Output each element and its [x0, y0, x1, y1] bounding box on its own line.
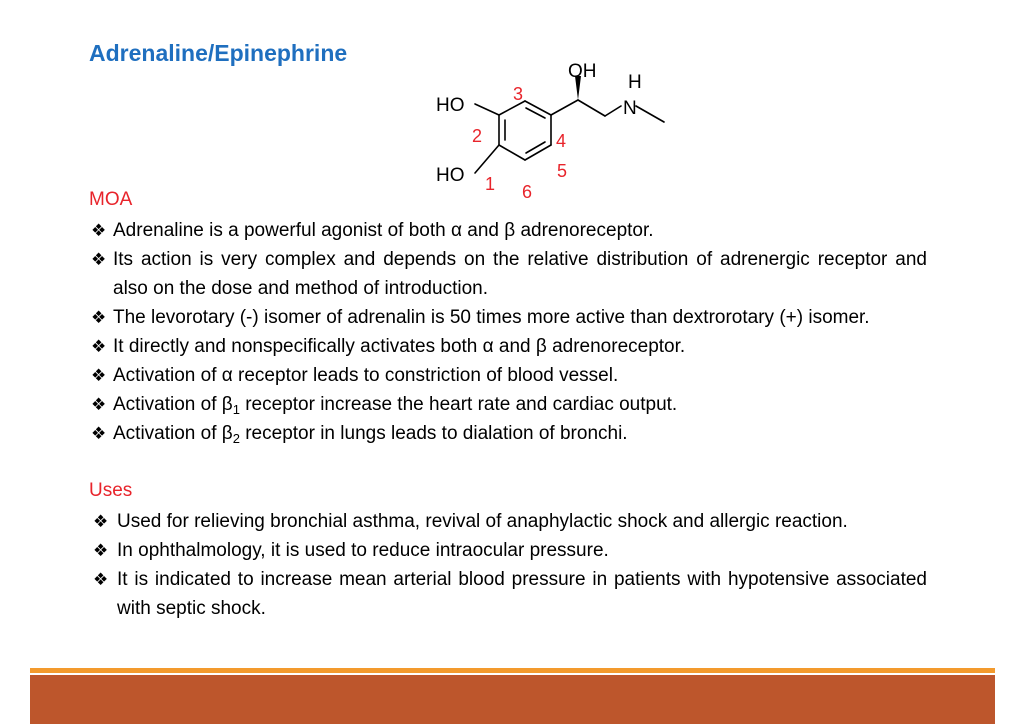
- ring-bond: [525, 101, 551, 115]
- list-item: ❖ Adrenaline is a powerful agonist of both α and β adrenoreceptor.: [89, 216, 927, 245]
- footer-band: [30, 675, 995, 724]
- footer-accent-line: [30, 668, 995, 673]
- list-item: ❖ It directly and nonspecifically activates both α and β adrenoreceptor.: [89, 332, 927, 361]
- list-item: ❖ Activation of α receptor leads to constriction of blood vessel.: [89, 361, 927, 390]
- position-number: 3: [513, 84, 524, 104]
- ring-double-bond: [526, 142, 545, 153]
- position-number: 4: [556, 131, 567, 151]
- subscript: 2: [232, 431, 240, 446]
- ho-lower-label: HO: [436, 165, 465, 186]
- epinephrine-structure-diagram: [428, 56, 688, 206]
- uses-list: [89, 507, 927, 623]
- oh-bond: [475, 145, 499, 173]
- amine-nitrogen-label: N: [623, 98, 637, 119]
- position-number: 6: [522, 182, 533, 202]
- ho-upper-label: HO: [436, 95, 465, 116]
- list-item: ❖ The levorotary (-) isomer of adrenalin is 50 times more active than dextrorotary (+) isomer.: [89, 303, 927, 332]
- moa-list: [89, 216, 927, 448]
- bullet-icon: ❖: [91, 221, 107, 240]
- moa-heading: MOA: [89, 189, 133, 210]
- list-item: ❖ Used for relieving bronchial asthma, revival of anaphylactic shock and allergic reaction.: [89, 507, 927, 536]
- position-number: 5: [557, 161, 568, 181]
- bullet-icon: ❖: [91, 395, 107, 414]
- bullet-icon: ❖: [91, 337, 107, 356]
- position-number: 2: [472, 126, 483, 146]
- ring-bond: [525, 145, 551, 160]
- list-item: ❖ Activation of $\beta_2$ receptor in lungs leads to dialation of bronchi.: [89, 419, 927, 448]
- side-chain-bond: [578, 100, 605, 116]
- bullet-icon: ❖: [91, 250, 107, 269]
- page-title: Adrenaline/Epinephrine: [89, 40, 348, 66]
- bullet-icon: ❖: [91, 366, 107, 385]
- bullet-icon: ❖: [93, 570, 109, 589]
- ring-bond: [499, 145, 525, 160]
- bullet-icon: ❖: [93, 512, 109, 531]
- uses-heading: Uses: [89, 480, 133, 501]
- bullet-icon: ❖: [91, 308, 107, 327]
- oh-bond: [475, 104, 499, 115]
- subscript: 1: [232, 402, 240, 417]
- side-chain-bond: [605, 106, 621, 116]
- list-item: ❖ Activation of $\beta_1$ receptor increase the heart rate and cardiac output.: [89, 390, 927, 419]
- side-chain-bond: [551, 100, 578, 115]
- list-item: ❖ It is indicated to increase mean arterial blood pressure in patients with hypotensive associated with septic shock.: [89, 565, 927, 623]
- list-item: ❖ Its action is very complex and depends on the relative distribution of adrenergic receptor and also on the dose and method of introduction.: [89, 245, 927, 303]
- bullet-icon: ❖: [91, 424, 107, 443]
- nh-hydrogen-label: H: [628, 72, 642, 93]
- position-number: 1: [485, 174, 496, 194]
- bullet-icon: ❖: [93, 541, 109, 560]
- list-item: ❖ In ophthalmology, it is used to reduce intraocular pressure.: [89, 536, 927, 565]
- oh-label: OH: [568, 61, 597, 82]
- methyl-bond: [636, 106, 664, 122]
